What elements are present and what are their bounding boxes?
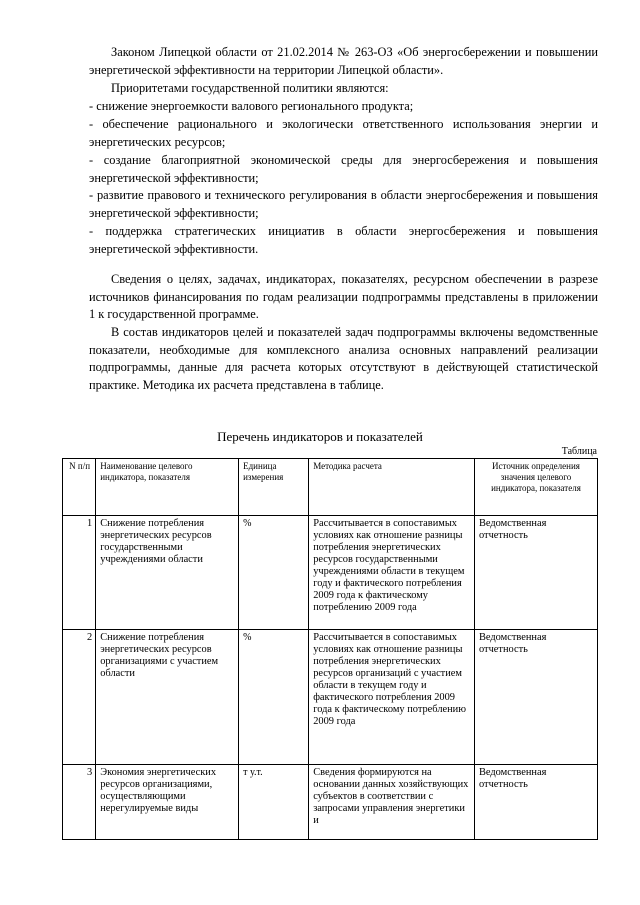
cell-source: Ведомственная отчетность: [474, 516, 597, 630]
indicators-table: [62, 458, 598, 840]
cell-source: Ведомственная отчетность: [474, 765, 597, 840]
header-indicator-name: Наименование целевого индикатора, показателя: [96, 459, 239, 516]
cell-source: Ведомственная отчетность: [474, 630, 597, 765]
cell-method: Сведения формируются на основании данных хозяйствующих субъектов в соответствии с запросами управления энергетики и: [309, 765, 475, 840]
cell-unit: т у.т.: [239, 765, 309, 840]
table-row: [63, 765, 598, 840]
priority-item: - обеспечение рационального и экологически ответственного использования энергии и энергетических ресурсов;: [89, 117, 598, 149]
cell-unit: %: [239, 516, 309, 630]
header-method: Методика расчета: [309, 459, 475, 516]
paragraph-priorities-intro: Приоритетами государственной политики являются:: [111, 81, 389, 95]
priority-item: - поддержка стратегических инициатив в области энергосбережения и повышения энергетической эффективности.: [89, 224, 598, 256]
table-row: [63, 516, 598, 630]
cell-number: 2: [63, 630, 96, 765]
cell-unit: %: [239, 630, 309, 765]
cell-number: 3: [63, 765, 96, 840]
priority-item: - снижение энергоемкости валового регионального продукта;: [89, 99, 414, 113]
cell-indicator-name: Снижение потребления энергетических ресурсов государственными учреждениями области: [96, 516, 239, 630]
cell-indicator-name: Снижение потребления энергетических ресурсов организациями с участием области: [96, 630, 239, 765]
paragraph-law: Законом Липецкой области от 21.02.2014 № 263-ОЗ «Об энергосбережении и повышении энергетической эффективности на территории Липецкой области».: [89, 45, 598, 77]
cell-method: Рассчитывается в сопоставимых условиях как отношение разницы потребления энергетических ресурсов государственными учреждениями области в текущем году и фактического потребления 2009 года к фактическому потреблению 2009 года: [309, 516, 475, 630]
table-label: Таблица: [561, 446, 597, 457]
cell-number: 1: [63, 516, 96, 630]
table-caption: Перечень индикаторов и показателей: [217, 429, 423, 444]
table-row: [63, 630, 598, 765]
priority-item: - развитие правового и технического регулирования в области энергосбережения и повышения энергетической эффективности;: [89, 188, 598, 220]
header-number: N п/п: [63, 459, 96, 516]
priority-item: - создание благоприятной экономической среды для энергосбережения и повышения энергетической эффективности;: [89, 153, 598, 185]
header-source: Источник определения значения целевого индикатора, показателя: [474, 459, 597, 516]
table-header-row: [63, 459, 598, 516]
cell-indicator-name: Экономия энергетических ресурсов организациями, осуществляющими нерегулируемые виды: [96, 765, 239, 840]
paragraph-composition: В состав индикаторов целей и показателей задач подпрограммы включены ведомственные показатели, необходимые для комплексного анализа основных направлений реализации подпрограммы, данные для расчета которых отсутствуют в действующей статистической практике. Методика их расчета представлена в таблице.: [89, 325, 598, 392]
paragraph-info: Сведения о целях, задачах, индикаторах, показателях, ресурсном обеспечении в разрезе источников финансирования по годам реализации подпрограммы представлены в приложении 1 к государственной программе.: [89, 272, 598, 322]
cell-method: Рассчитывается в сопоставимых условиях как отношение разницы потребления энергетических ресурсов организаций с участием области в текущем году и фактического потребления 2009 года к фактическому потреблению 2009 года: [309, 630, 475, 765]
header-unit: Единица измерения: [239, 459, 309, 516]
